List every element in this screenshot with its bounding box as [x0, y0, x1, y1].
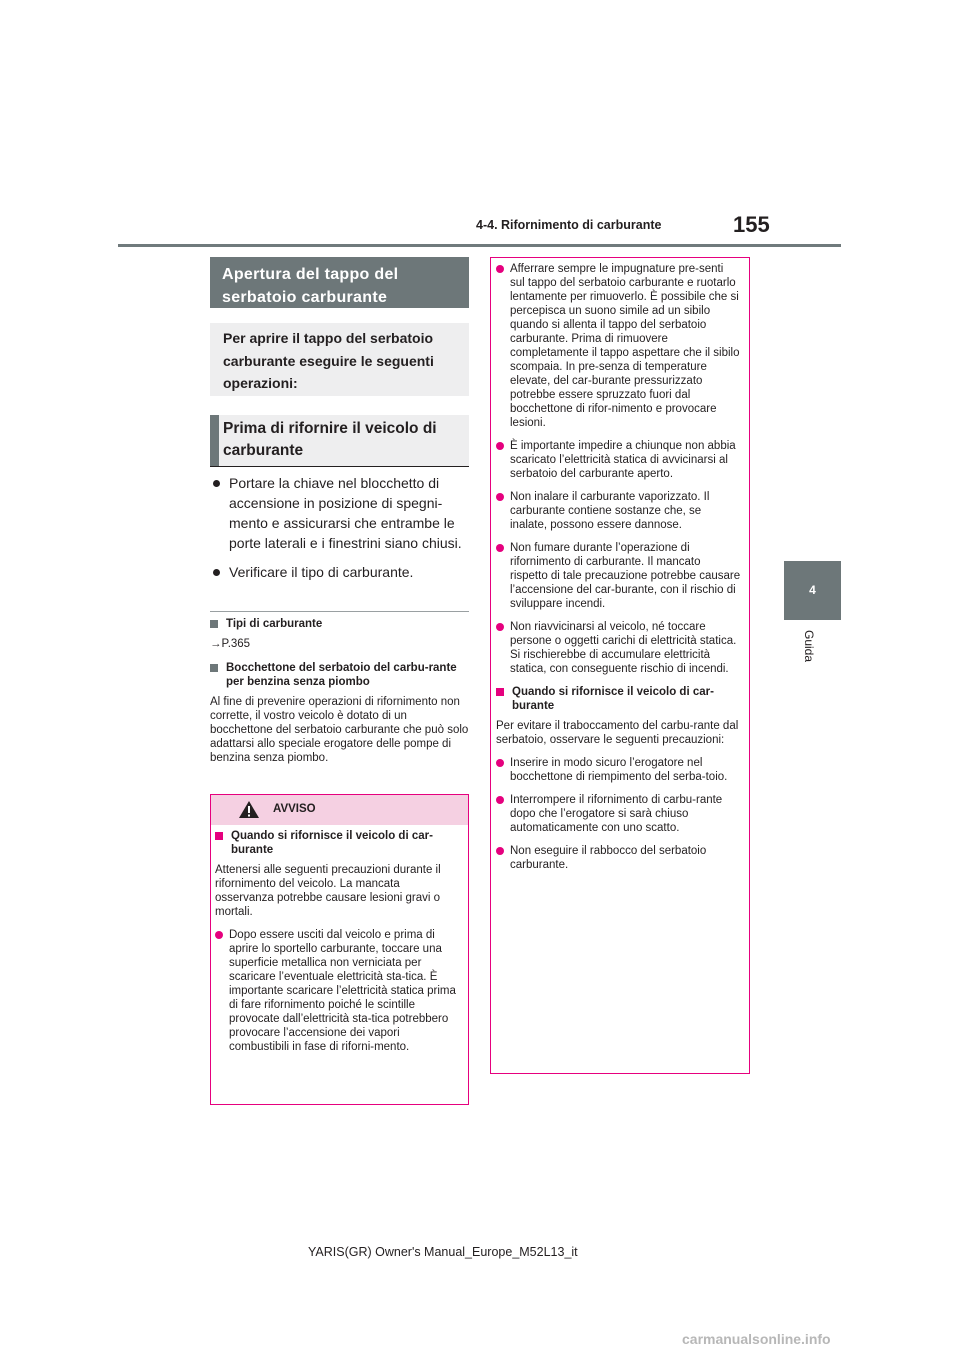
square-bullet-icon [210, 620, 218, 628]
page-number: 155 [733, 212, 770, 237]
warning-intro: Attenersi alle seguenti precauzioni durante il rifornimento del veicolo. La mancata osservanza potrebbe causare lesioni gravi o mortali. [215, 864, 441, 918]
precaution-item: Non inalare il carburante vaporizzato. Il carburante contiene sostanze che, se inalate, possono essere dannose. [496, 490, 741, 532]
bullet-icon [215, 931, 223, 939]
procedure-list [210, 473, 469, 591]
subheading-text: Prima di rifornire il veicolo di carburante [223, 420, 437, 459]
warning-triangle-icon [238, 800, 260, 819]
procedure-item: Portare la chiave nel blocchetto di accensione in posizione di spegni-mento e assicurarsi che entrambe le porte laterali e i finestrini siano chiusi. [210, 473, 469, 553]
square-bullet-icon [210, 664, 218, 672]
refuel-item: Non eseguire il rabbocco del serbatoio carburante. [496, 844, 741, 872]
warning-box [210, 794, 469, 1105]
chapter-name: Guida [802, 630, 816, 663]
divider [210, 611, 469, 612]
refuel-item: Interrompere il rifornimento di carbu-rante dopo che l’erogatore si sarà chiuso automaticamente con uno scatto. [496, 793, 741, 835]
procedure-item: Verificare il tipo di carburante. [210, 562, 469, 582]
refuel-list [496, 756, 741, 872]
precaution-item: Non riavvicinarsi al veicolo, né toccare persone o oggetti carichi di elettricità statica. Si rischierebbe di accumulare elettricità statica, con conseguente rischio di incendi. [496, 620, 741, 676]
bullet-icon [213, 480, 220, 487]
fuel-types-ref[interactable]: →P.365 [210, 638, 251, 650]
warning-title-bar [211, 795, 468, 825]
bullet-icon [496, 623, 504, 631]
bullet-icon [496, 493, 504, 501]
bullet-icon [496, 442, 504, 450]
precaution-list [496, 262, 741, 676]
nozzle-heading: Bocchettone del serbatoio del carbu-rante per benzina senza piombo [210, 661, 469, 689]
subheading [210, 415, 469, 467]
fuel-info [210, 617, 469, 765]
bullet-icon [213, 569, 220, 576]
bullet-icon [496, 847, 504, 855]
fuel-types-heading: Tipi di carburante [210, 617, 469, 631]
warning-heading: Quando si rifornisce il veicolo di car-burante [215, 829, 459, 857]
intro-text: Per aprire il tappo del serbatoio carburante eseguire le seguenti operazioni: [210, 323, 469, 396]
refuel-intro: Per evitare il traboccamento del carbu-rante dal serbatoio, osservare le seguenti precauzioni: [496, 720, 739, 746]
bullet-icon [496, 759, 504, 767]
header-rule [118, 244, 841, 247]
subheading-bar [210, 415, 219, 466]
precaution-item: È importante impedire a chiunque non abbia scaricato l’elettricità statica di avvicinarsi al serbatoio del carburante aperto. [496, 439, 741, 481]
warning-list [215, 928, 459, 1054]
warning-item: Dopo essere usciti dal veicolo e prima di aprire lo sportello carburante, toccare una superficie metallica non verniciata per scaricare l’eventuale elettricità sta-tica. È importante scaricare l’elettricità statica prima di fare rifornimento poiché le scintille provocate dall’elettricità sta-tica potrebbero provocare l’accensione dei vapori combustibili in fase di riforni-mento. [215, 928, 459, 1054]
bullet-icon [496, 796, 504, 804]
precaution-item: Afferrare sempre le impugnature pre-senti sul tappo del serbatoio carburante e ruotarlo lentamente per rimuoverlo. È possibile che si percepisca un suono simile ad un sibilo quando si allenta il tappo del serbatoio carburante. Prima di rimuovere completamente il tappo aspettare che il sibilo scompaia. In pre-senza di temperature elevate, del car-burante pressurizzato potrebbe essere spruzzato fuori dal bocchettone di rifor-nimento e provocare lesioni. [496, 262, 741, 430]
nozzle-text: Al fine di prevenire operazioni di rifornimento non corrette, il vostro veicolo è dotato di un bocchettone del serbatoio carburante che può solo adattarsi allo speciale erogatore delle pompe di benzina senza piombo. [210, 696, 469, 764]
square-bullet-icon [215, 832, 223, 840]
watermark: carmanualsonline.info [682, 1331, 831, 1347]
chapter-tab: 4 [784, 561, 841, 620]
warning-continued-body [496, 262, 741, 881]
warning-label: AVVISO [273, 803, 316, 815]
footer-manual-id: YARIS(GR) Owner's Manual_Europe_M52L13_it [308, 1245, 578, 1259]
section-title: 4-4. Rifornimento di carburante [476, 218, 662, 232]
refuel-item: Inserire in modo sicuro l’erogatore nel bocchettone di riempimento del serba-toio. [496, 756, 741, 784]
section-heading: Apertura del tappo del serbatoio carburante [210, 257, 469, 308]
bullet-icon [496, 544, 504, 552]
square-bullet-icon [496, 688, 504, 696]
refuel-heading: Quando si rifornisce il veicolo di car-burante [496, 685, 741, 713]
warning-box-continued [490, 257, 750, 1074]
bullet-icon [496, 265, 504, 273]
warning-body [215, 829, 459, 1063]
precaution-item: Non fumare durante l’operazione di rifornimento di carburante. Il mancato rispetto di tale precauzione potrebbe causare l’accensione del car-burante, con il rischio di sviluppare incendi. [496, 541, 741, 611]
